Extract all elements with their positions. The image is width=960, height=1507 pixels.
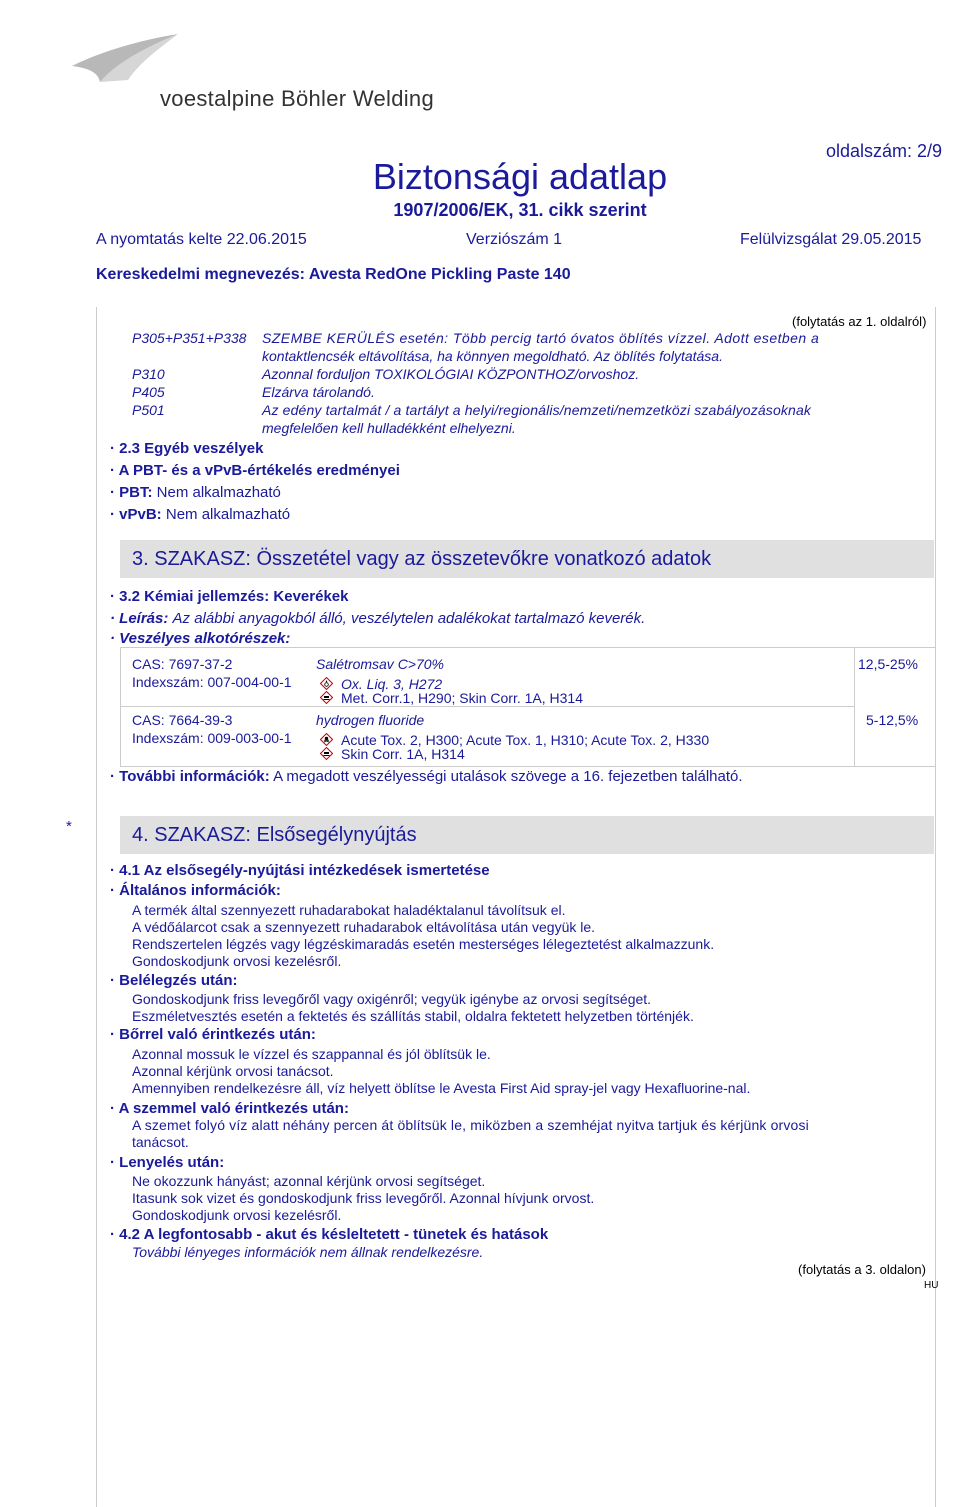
pbt-label: · PBT: (110, 484, 153, 501)
skin-contact-line: Amennyiben rendelkezésre áll, víz helyett öblítse le Avesta First Aid spray-jel vagy Hexafluorine-nal. (132, 1080, 751, 1096)
skin-contact-line: Azonnal kérjünk orvosi tanácsot. (132, 1063, 334, 1079)
hazardous-components-label: · Veszélyes alkotórészek: (110, 630, 291, 647)
company-logo-swoosh (70, 32, 180, 84)
p-text: Elzárva tárolandó. (262, 384, 375, 400)
component-classification: Skin Corr. 1A, H314 (341, 746, 465, 762)
p-text-cont: kontaktlencsék eltávolítása, ha könnyen megoldható. Az öblítés folytatása. (262, 348, 723, 364)
eye-contact-line: tanácsot. (132, 1134, 189, 1150)
vpvb-value: Nem alkalmazható (165, 506, 291, 523)
further-info-label: · További információk: (110, 768, 270, 785)
general-info-label: · Általános információk: (110, 882, 281, 899)
ingestion-label: · Lenyelés után: (110, 1154, 225, 1171)
components-table (120, 647, 936, 767)
section-3-band (120, 540, 934, 578)
corrosion-pictogram-icon (320, 691, 333, 704)
version-number: Verziószám 1 (466, 231, 563, 248)
pbt-value: Nem alkalmazható (156, 484, 281, 501)
further-info-row (110, 768, 743, 785)
skull-crossbones-pictogram-icon (320, 733, 333, 746)
eye-contact-line: A szemet folyó víz alatt néhány percen át öblítsük le, miközben a szemhéjat nyitva tartjuk és kérjünk orvosi (132, 1117, 809, 1133)
section-4-2-text: További lényeges információk nem állnak rendelkezésre. (132, 1244, 484, 1260)
flame-over-circle-pictogram-icon (320, 677, 333, 690)
component-index: Indexszám: 007-004-00-1 (132, 674, 292, 690)
revision-marker: * (66, 818, 72, 835)
section-4-band (120, 816, 934, 854)
vpvb-row (110, 506, 290, 523)
component-index: Indexszám: 009-003-00-1 (132, 730, 292, 746)
component-percentage: 12,5-25% (858, 656, 918, 672)
p-text-cont: megfelelően kell hulladékként elhelyezni. (262, 420, 516, 436)
component-name: Salétromsav C>70% (316, 656, 445, 672)
section-2-3-heading: · 2.3 Egyéb veszélyek (110, 440, 264, 457)
brand-name: voestalpine Böhler Welding (160, 86, 435, 111)
page-number: oldalszám: 2/9 (826, 141, 943, 161)
continued-from: (folytatás az 1. oldalról) (792, 314, 927, 329)
general-info-line: A védőálarcot csak a szennyezett ruhadarabok eltávolítása után vegyük le. (132, 919, 596, 935)
components-row-divider (120, 706, 854, 707)
p-code: P305+P351+P338 (132, 330, 247, 346)
ingestion-line: Itasunk sok vizet és gondoskodjunk friss levegőről. Azonnal hívjunk orvost. (132, 1190, 595, 1206)
vpvb-label: · vPvB: (110, 506, 162, 523)
p-text: Azonnal forduljon TOXIKOLÓGIAI KÖZPONTHOZ/orvoshoz. (262, 366, 640, 382)
further-info-value: A megadott veszélyességi utalások szövege a 16. fejezetben található. (273, 768, 743, 785)
trade-name: Kereskedelmi megnevezés: Avesta RedOne Pickling Paste 140 (96, 266, 571, 283)
component-name: hydrogen fluoride (316, 712, 425, 728)
p-code: P501 (132, 402, 165, 418)
skin-contact-line: Azonnal mossuk le vízzel és szappannal és jól öblítsük le. (132, 1046, 491, 1062)
continued-to: (folytatás a 3. oldalon) (798, 1262, 926, 1277)
inhalation-line: Gondoskodjunk friss levegőről vagy oxigénről; vegyük igénybe az orvosi segítséget. (132, 991, 652, 1007)
general-info-line: A termék által szennyezett ruhadarabokat haladéktalanul távolítsuk el. (132, 902, 566, 918)
document-title: Biztonsági adatlap (372, 156, 668, 197)
document-subtitle: 1907/2006/EK, 31. cikk szerint (393, 200, 647, 220)
p-code: P405 (132, 384, 165, 400)
inhalation-label: · Belélegzés után: (110, 972, 238, 989)
section-4-1-heading: · 4.1 Az elsősegély-nyújtási intézkedések ismertetése (110, 862, 490, 879)
eye-contact-label: · A szemmel való érintkezés után: (110, 1100, 349, 1117)
components-table-divider (854, 647, 855, 767)
p-text: Az edény tartalmát / a tartályt a helyi/regionális/nemzeti/nemzetközi szabályozásoknak (262, 402, 812, 418)
corrosion-pictogram-icon (320, 747, 333, 760)
skin-contact-label: · Bőrrel való érintkezés után: (110, 1026, 316, 1043)
section-3-title: 3. SZAKASZ: Összetétel vagy az összetevőkre vonatkozó adatok (132, 548, 712, 570)
component-cas: CAS: 7697-37-2 (132, 656, 233, 672)
description-row (110, 610, 645, 627)
revision-date: Felülvizsgálat 29.05.2015 (740, 231, 922, 248)
language-code: HU (924, 1280, 939, 1291)
general-info-line: Gondoskodjunk orvosi kezelésről. (132, 953, 342, 969)
component-percentage: 5-12,5% (866, 712, 919, 728)
p-code: P310 (132, 366, 165, 382)
description-label: · Leírás: (110, 610, 169, 627)
inhalation-line: Eszméletvesztés esetén a fektetés és szállítás stabil, oldalra fektetett helyzetben történjék. (132, 1008, 694, 1024)
ingestion-line: Ne okozzunk hányást; azonnal kérjünk orvosi segítséget. (132, 1173, 486, 1189)
section-4-2-heading: · 4.2 A legfontosabb - akut és késleltetett - tünetek és hatások (110, 1226, 549, 1243)
print-date: A nyomtatás kelte 22.06.2015 (96, 231, 307, 248)
description-value: Az alábbi anyagokból álló, veszélytelen adalékokat tartalmazó keverék. (172, 610, 646, 627)
component-cas: CAS: 7664-39-3 (132, 712, 233, 728)
section-3-2-heading: · 3.2 Kémiai jellemzés: Keverékek (110, 588, 349, 605)
ingestion-line: Gondoskodjunk orvosi kezelésről. (132, 1207, 342, 1223)
component-classification: Acute Tox. 2, H300; Acute Tox. 1, H310; Acute Tox. 2, H330 (341, 732, 710, 748)
component-classification: Met. Corr.1, H290; Skin Corr. 1A, H314 (341, 690, 583, 706)
p-text: SZEMBE KERÜLÉS esetén: Több percig tartó óvatos öblítés vízzel. Adott esetben a (262, 330, 820, 346)
general-info-line: Rendszertelen légzés vagy légzéskimaradás esetén mesterséges lélegeztetést alkalmazzunk. (132, 936, 715, 952)
pbt-heading: · A PBT- és a vPvB-értékelés eredményei (110, 462, 400, 479)
component-classification: Ox. Liq. 3, H272 (341, 676, 443, 692)
pbt-row (110, 484, 281, 501)
section-4-title: 4. SZAKASZ: Elsősegélynyújtás (132, 824, 417, 846)
